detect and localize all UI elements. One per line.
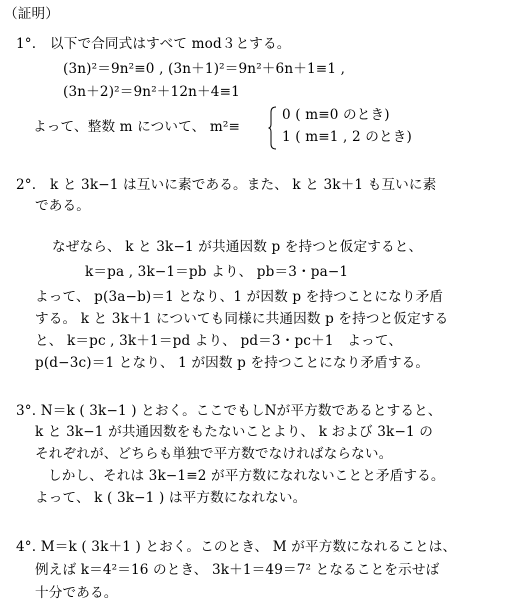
s3-line-2: k と 3k−1 が共通因数をもたないことより、 k および 3k−1 の <box>35 424 433 440</box>
s2-line-2: である。 <box>35 198 90 214</box>
s2-line-1: 2°. k と 3k−1 は互いに素である。また、 k と 3k＋1 も互いに素 <box>16 177 437 193</box>
s1-case-zero: 0 ( m≡0 のとき) <box>282 107 390 123</box>
s2-line-8: p(d−3c)＝1 となり、 1 が因数 p を持つことになり矛盾する。 <box>35 355 430 371</box>
s3-line-1: 3°. N＝k ( 3k−1 ) とおく。ここでもしNが平方数であるとすると、 <box>16 403 442 419</box>
s3-line-5: よって、 k ( 3k−1 ) は平方数になれない。 <box>35 490 307 506</box>
s1-intro: 1°. 以下で合同式はすべて mod３とする。 <box>16 36 291 52</box>
s4-line-3: 十分である。 <box>35 585 118 601</box>
s2-line-6: する。 k と 3k＋1 についても同様に共通因数 p を持つと仮定する <box>35 311 449 327</box>
s2-line-7: と、 k＝pc , 3k＋1＝pd より、 pd＝3・pc＋1 よって、 <box>35 333 403 349</box>
s4-line-2: 例えば k＝4²＝16 のとき、 3k＋1＝49＝7² となることを示せば <box>35 562 440 578</box>
case-brace <box>268 106 277 150</box>
s4-line-1: 4°. M＝k ( 3k＋1 ) とおく。このとき、 M が平方数になれることは、 <box>16 539 457 555</box>
proof-label: （証明） <box>4 6 59 22</box>
s1-equation-1: (3n)²＝9n²≡0 , (3n＋1)²＝9n²＋6n＋1≡1 , <box>63 61 346 77</box>
s2-line-3: なぜなら、 k と 3k−1 が共通因数 p を持つと仮定すると、 <box>52 239 423 255</box>
s1-conclusion-lead: よって、整数 m について、 m²≡ <box>33 119 240 135</box>
s1-case-one: 1 ( m≡1 , 2 のとき) <box>282 129 412 145</box>
s3-line-4: しかし、それは 3k−1≡2 が平方数になれないことと矛盾する。 <box>48 468 445 484</box>
s2-line-4: k＝pa , 3k−1＝pb より、 pb＝3・pa−1 <box>85 264 349 280</box>
s3-line-3: それぞれが、どちらも単独で平方数でなければならない。 <box>35 446 393 462</box>
s2-line-5: よって、 p(3a−b)＝1 となり、1 が因数 p を持つことになり矛盾 <box>35 289 444 305</box>
s1-equation-2: (3n＋2)²＝9n²＋12n＋4≡1 <box>63 84 240 100</box>
